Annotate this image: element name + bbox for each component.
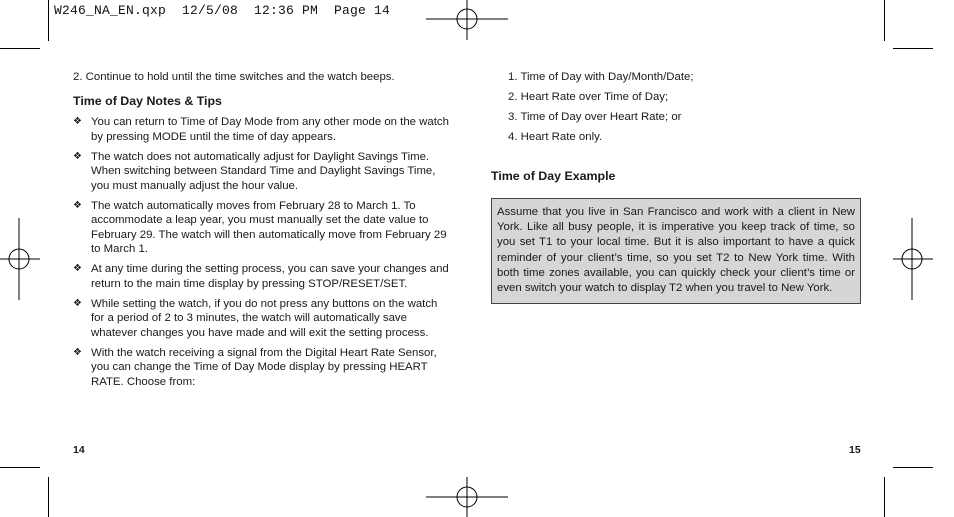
tip-item	[73, 346, 453, 390]
crop-mark-bottom-right-h	[893, 467, 933, 468]
diamond-bullet-icon: ❖	[73, 150, 82, 162]
tip-item	[73, 115, 453, 144]
crop-mark-top-right-v	[884, 0, 885, 41]
tip-text: You can return to Time of Day Mode from any other mode on the watch by pressing MODE until the time of day appears.	[91, 116, 449, 143]
print-slug: W246_NA_EN.qxp 12/5/08 12:36 PM Page 14	[54, 3, 391, 18]
display-option-item: 2. Heart Rate over Time of Day;	[508, 91, 669, 103]
example-callout-box: Assume that you live in San Francisco and work with a client in New York. Like all busy people, it is imperative you keep track of time, so you set T1 to your local time. But it is also important to have a quick reminder of your client’s time, so you set T2 to New York time. With both time zones available, you can quickly check your client’s time or even switch your watch to display T2 when you travel to New York.	[491, 198, 861, 304]
step-2-text: 2. Continue to hold until the time switches and the watch beeps.	[73, 71, 395, 83]
tip-text: While setting the watch, if you do not press any buttons on the watch for a period of 2 to 3 minutes, the watch will automatically save whatever changes you have made and will exit the setting process.	[91, 297, 438, 339]
tip-item	[73, 262, 453, 291]
tip-item	[73, 199, 453, 257]
crop-mark-bottom-left-h	[0, 467, 40, 468]
notes-tips-heading: Time of Day Notes & Tips	[73, 93, 222, 108]
diamond-bullet-icon: ❖	[73, 116, 82, 127]
tip-text: The watch does not automatically adjust for Daylight Savings Time. When switching between Standard Time and Daylight Savings Time, you must manually adjust the hour value.	[91, 150, 436, 192]
display-option-item: 1. Time of Day with Day/Month/Date;	[508, 71, 694, 83]
display-option-item: 4. Heart Rate only.	[508, 131, 603, 143]
crop-mark-top-right-h	[893, 48, 933, 49]
registration-mark-right	[893, 218, 933, 300]
crop-mark-top-left-h	[0, 48, 40, 49]
left-page-column	[73, 70, 453, 395]
registration-mark-left	[0, 218, 40, 300]
diamond-bullet-icon: ❖	[73, 346, 82, 358]
tip-text: With the watch receiving a signal from the Digital Heart Rate Sensor, you can change the Time of Day Mode display by pressing HEART RATE. Choose from:	[91, 346, 437, 388]
diamond-bullet-icon: ❖	[73, 199, 82, 211]
tip-text: The watch automatically moves from February 28 to March 1. To accommodate a leap year, you must manually set the date value to February 29. The watch will then automatically move from February 29 to March 1.	[91, 199, 447, 255]
tip-item	[73, 297, 453, 341]
tip-text: At any time during the setting process, you can save your changes and return to the main time display by pressing STOP/RESET/SET.	[91, 263, 449, 290]
example-heading: Time of Day Example	[491, 168, 616, 183]
crop-mark-top-left-v	[48, 0, 49, 41]
tip-item	[73, 150, 453, 194]
page-number-right: 15	[849, 444, 861, 456]
registration-mark-bottom	[426, 477, 508, 517]
display-option-item: 3. Time of Day over Heart Rate; or	[508, 111, 682, 123]
diamond-bullet-icon: ❖	[73, 297, 82, 309]
crop-mark-bottom-left-v	[48, 477, 49, 517]
crop-mark-bottom-right-v	[884, 477, 885, 517]
registration-mark-top	[426, 0, 508, 40]
diamond-bullet-icon: ❖	[73, 263, 82, 274]
page-number-left: 14	[73, 444, 85, 456]
right-page-column	[491, 70, 871, 304]
